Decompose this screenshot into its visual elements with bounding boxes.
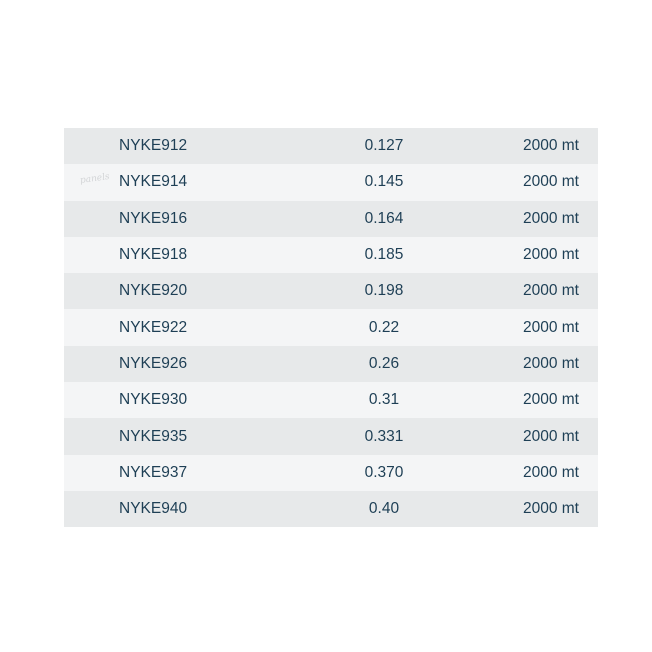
product-code-cell: NYKE920	[64, 273, 294, 309]
diameter-cell: 0.370	[294, 455, 474, 491]
length-cell: 2000 mt	[474, 382, 598, 418]
diameter-cell: 0.40	[294, 491, 474, 527]
table-row	[64, 128, 598, 164]
diameter-cell: 0.127	[294, 128, 474, 164]
table-row	[64, 309, 598, 345]
diameter-cell: 0.185	[294, 237, 474, 273]
product-code-cell: NYKE930	[64, 382, 294, 418]
watermark: panels	[79, 171, 111, 187]
product-code-cell: NYKE916	[64, 201, 294, 237]
table-row	[64, 455, 598, 491]
product-table-container	[64, 128, 598, 527]
product-table-body	[64, 128, 598, 527]
diameter-cell: 0.198	[294, 273, 474, 309]
length-cell: 2000 mt	[474, 273, 598, 309]
diameter-cell: 0.26	[294, 346, 474, 382]
product-code-cell: NYKE912	[64, 128, 294, 164]
product-code-cell: NYKE914	[64, 164, 294, 200]
product-table	[64, 128, 598, 527]
table-row	[64, 201, 598, 237]
table-row	[64, 164, 598, 200]
table-row	[64, 418, 598, 454]
product-code-cell: NYKE926	[64, 346, 294, 382]
diameter-cell: 0.331	[294, 418, 474, 454]
length-cell: 2000 mt	[474, 237, 598, 273]
length-cell: 2000 mt	[474, 346, 598, 382]
length-cell: 2000 mt	[474, 455, 598, 491]
diameter-cell: 0.145	[294, 164, 474, 200]
product-code-cell: NYKE935	[64, 418, 294, 454]
diameter-cell: 0.31	[294, 382, 474, 418]
length-cell: 2000 mt	[474, 491, 598, 527]
table-row	[64, 491, 598, 527]
diameter-cell: 0.164	[294, 201, 474, 237]
length-cell: 2000 mt	[474, 164, 598, 200]
product-code-cell: NYKE940	[64, 491, 294, 527]
table-row	[64, 346, 598, 382]
product-code-cell: NYKE937	[64, 455, 294, 491]
table-row	[64, 382, 598, 418]
length-cell: 2000 mt	[474, 418, 598, 454]
product-code-cell: NYKE922	[64, 309, 294, 345]
table-row	[64, 237, 598, 273]
table-row	[64, 273, 598, 309]
length-cell: 2000 mt	[474, 201, 598, 237]
product-code-cell: NYKE918	[64, 237, 294, 273]
length-cell: 2000 mt	[474, 309, 598, 345]
diameter-cell: 0.22	[294, 309, 474, 345]
length-cell: 2000 mt	[474, 128, 598, 164]
